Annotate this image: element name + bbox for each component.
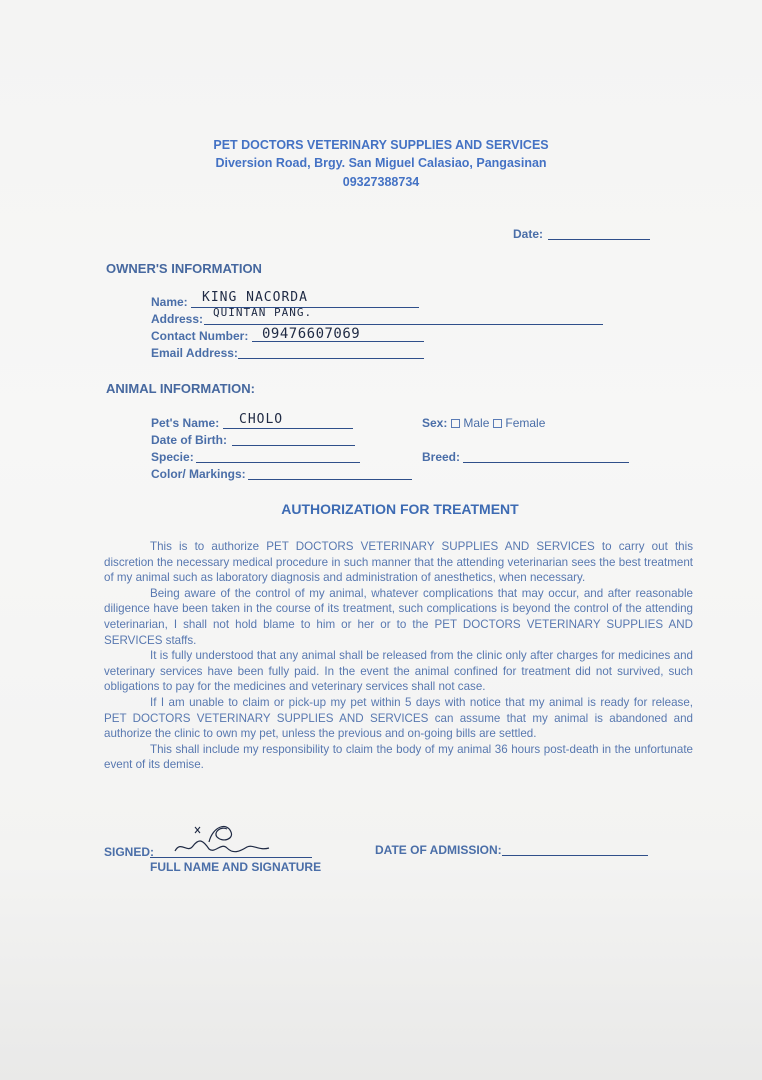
owner-address-label: Address: (151, 312, 204, 326)
pet-name-value: CHOLO (239, 412, 284, 427)
dob-field[interactable] (232, 445, 355, 446)
contact-number-value: 09476607069 (262, 326, 361, 342)
authorization-paragraph: This is to authorize PET DOCTORS VETERINARY SUPPLIES AND SERVICES to carry out this discretion the necessary medical procedure in such manner that the attending veterinarian sees the best treatment of my animal such as laboratory diagnosis and administration of anesthetics, when necessary. (104, 540, 693, 585)
specie-label: Specie: (151, 450, 194, 464)
dob-label: Date of Birth: (151, 433, 227, 447)
authorization-paragraph: Being aware of the control of my animal, whatever complications that may occur, and after reasonable diligence have been taken in the course of its treatment, such complications is beyond the control of the attending veterinarian, I shall not hold blame to him or her or to the PET DOCTORS VETERINARY SUPPLIES AND SERVICES staffs. (104, 586, 693, 647)
breed-label: Breed: (422, 450, 461, 464)
sex-row (422, 416, 545, 430)
owner-address-value: QUINTAN PANG. (213, 306, 313, 319)
date-label: Date: (513, 227, 544, 241)
date-of-admission-field[interactable] (502, 855, 648, 856)
signed-label: SIGNED: (104, 845, 155, 859)
breed-field[interactable] (463, 462, 629, 463)
authorization-title: AUTHORIZATION FOR TREATMENT (281, 501, 519, 517)
female-checkbox[interactable] (493, 419, 502, 428)
pet-name-field[interactable] (223, 428, 353, 429)
male-label: Male (463, 416, 490, 430)
authorization-body (104, 539, 693, 773)
date-of-admission-label: DATE OF ADMISSION: (375, 843, 502, 857)
handwritten-signature (165, 818, 275, 862)
contact-number-label: Contact Number: (151, 329, 249, 343)
female-label: Female (505, 416, 546, 430)
email-field[interactable] (238, 358, 424, 359)
authorization-paragraph: It is fully understood that any animal shall be released from the clinic only after charges for medicines and veterinary services have been fully paid. In the event the animal confined for treatment did not survived, such obligations to pay for the medicines and veterinary services shall not case. (104, 649, 693, 694)
male-checkbox[interactable] (451, 419, 460, 428)
business-phone: 09327388734 (342, 175, 420, 189)
specie-field[interactable] (196, 462, 360, 463)
color-markings-label: Color/ Markings: (151, 467, 246, 481)
owner-name-value: KING NACORDA (202, 290, 308, 305)
authorization-paragraph: This shall include my responsibility to claim the body of my animal 36 hours post-death in the unfortunate event of its demise. (104, 742, 693, 772)
owner-name-label: Name: (151, 295, 188, 309)
color-markings-field[interactable] (248, 479, 412, 480)
email-label: Email Address: (151, 346, 238, 360)
business-address: Diversion Road, Brgy. San Miguel Calasiao, Pangasinan (215, 156, 547, 170)
authorization-paragraph: If I am unable to claim or pick-up my pet within 5 days with notice that my animal is ready for release, PET DOCTORS VETERINARY SUPPLIES AND SERVICES can assume that my animal is abandoned and authorize the clinic to own my pet, unless the previous and on-going bills are settled. (104, 695, 693, 741)
signature-caption: FULL NAME AND SIGNATURE (150, 860, 322, 874)
animal-section-title: ANIMAL INFORMATION: (106, 381, 255, 396)
owner-section-title: OWNER'S INFORMATION (106, 261, 262, 276)
owner-address-field[interactable] (204, 324, 603, 325)
sex-label: Sex: (422, 416, 448, 430)
date-field[interactable] (548, 239, 650, 240)
pet-name-label: Pet's Name: (151, 416, 220, 430)
business-name: PET DOCTORS VETERINARY SUPPLIES AND SERVICES (213, 138, 549, 152)
